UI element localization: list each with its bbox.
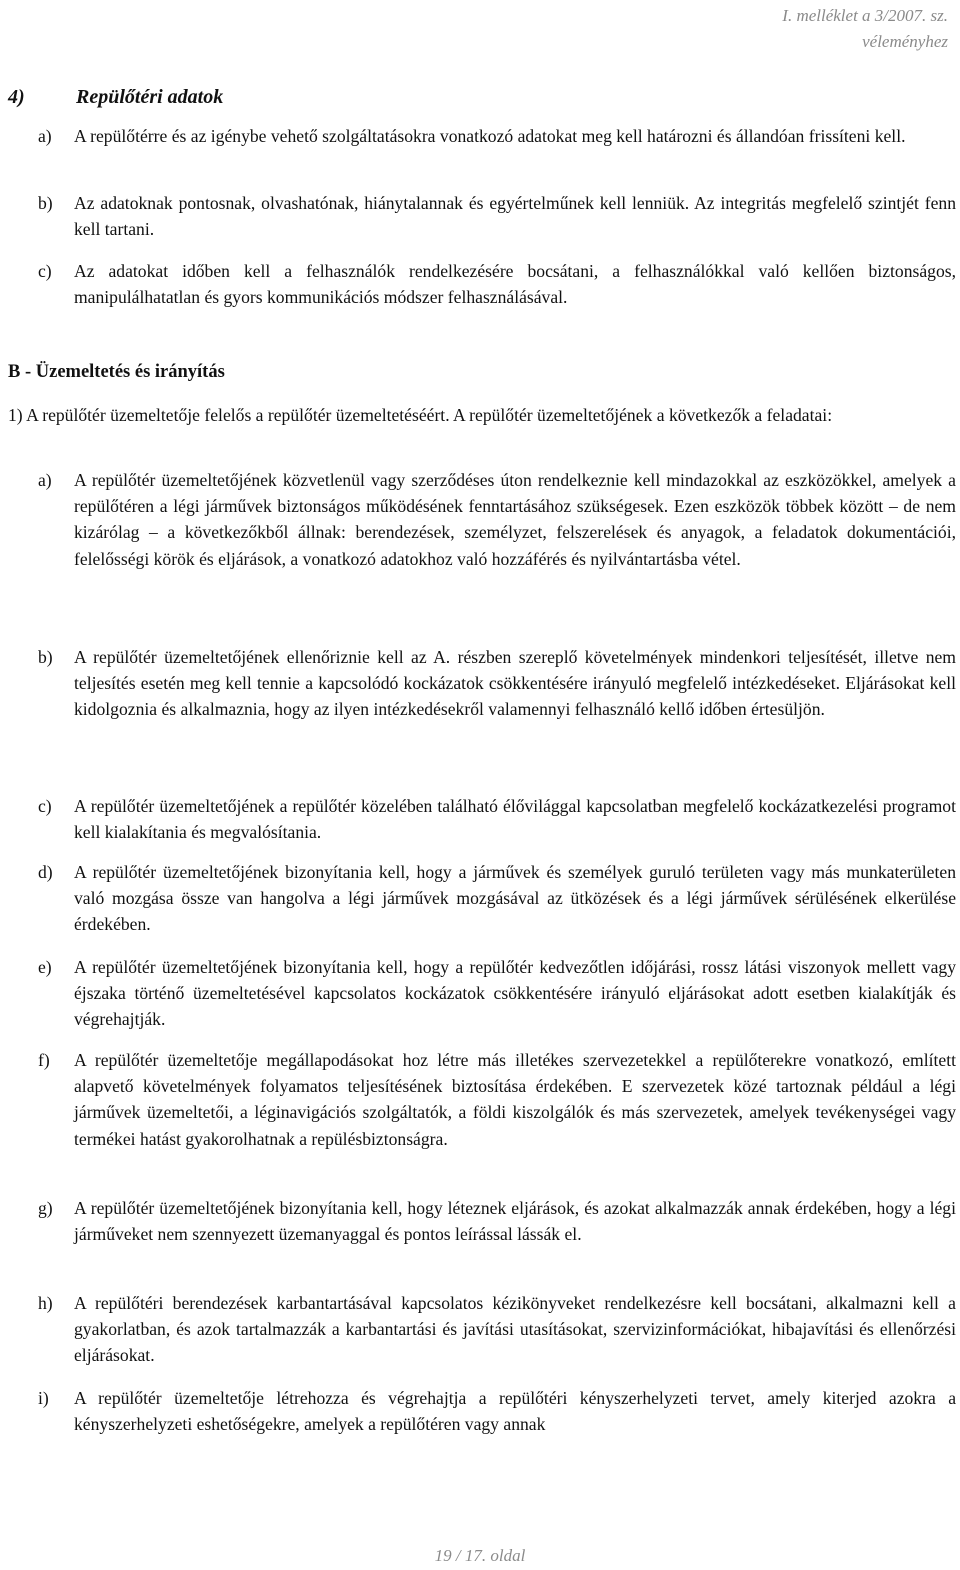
list-item — [38, 954, 956, 1033]
item-text: A repülőtérre és az igénybe vehető szolgáltatásokra vonatkozó adatokat meg kell határozni és állandóan frissíteni kell. — [74, 126, 906, 146]
item-text: A repülőtér üzemeltetőjének közvetlenül vagy szerződéses úton rendelkeznie kell mindazokkal az eszközökkel, amelyek a repülőtéren a légi járművek biztonságos működésének fenntartásához szükségesek. Ezen eszközök többek között – de nem kizárólag – a következőkből állnak: berendezések, személyzet, felszerelések és anyagok, a feladatok dokumentációi, felelősségi körök és eljárások, a vonatkozó adatokhoz való hozzáférés és nyilvántartásba vétel. — [74, 470, 956, 569]
list-item — [38, 258, 956, 310]
item-text: A repülőtér üzemeltetője létrehozza és végrehajtja a repülőtéri kényszerhelyzeti tervet, amely kiterjed azokra a kényszerhelyzeti eshetőségekre, amelyek a repülőtéren vagy annak — [74, 1388, 956, 1435]
subsection-heading: B - Üzemeltetés és irányítás — [8, 362, 225, 382]
item-label: g) — [38, 1198, 53, 1218]
item-text: Az adatokat időben kell a felhasználók rendelkezésére bocsátani, a felhasználókkal való kellően biztonságos, manipulálhatatlan és gyors kommunikációs módszer felhasználásával. — [74, 261, 956, 308]
list-item — [38, 859, 956, 938]
document-header — [782, 3, 948, 55]
item-label: a) — [38, 470, 52, 490]
item-label: c) — [38, 796, 52, 816]
item-text: Az adatoknak pontosnak, olvashatónak, hiánytalannak és egyértelműnek kell lenniük. Az integritás megfelelő szintjét fenn kell tartani. — [74, 193, 956, 240]
section-heading — [8, 86, 223, 109]
item-text: A repülőtér üzemeltetőjének a repülőtér közelében található élővilággal kapcsolatban megfelelő kockázatkezelési programot kell kialakítania és megvalósítania. — [74, 796, 956, 843]
header-line-1: I. melléklet a 3/2007. sz. — [782, 6, 948, 25]
list-item — [38, 1195, 956, 1247]
item-label: d) — [38, 862, 53, 882]
item-label: b) — [38, 193, 53, 213]
list-item — [38, 793, 956, 845]
item-text: A repülőtér üzemeltetőjének bizonyítania kell, hogy léteznek eljárások, és azokat alkalmazzák annak érdekében, hogy a légi járműveket nem szennyezett üzemanyaggal és pontos leírással lássák el. — [74, 1198, 956, 1245]
list-item — [38, 1290, 956, 1369]
item-text: A repülőtéri berendezések karbantartásával kapcsolatos kézikönyveket rendelkezésre kell bocsátani, alkalmazni kell a gyakorlatban, és azok tartalmazzák a karbantartási és javítási utasításokat, szervizinformációkat, hibajavítási és ellenőrzési eljárásokat. — [74, 1293, 956, 1366]
item-label: h) — [38, 1293, 53, 1313]
item-text: A repülőtér üzemeltetője megállapodásokat hoz létre más illetékes szervezetekkel a repülőterekre vonatkozó, említett alapvető követelmények folyamatos teljesítésének biztosítása érdekében. E szervezetek közé tartoznak például a légi járművek üzemeltetői, a léginavigációs szolgáltatók, a földi kiszolgálók és más szervezetek, amelyek tevékenységei vagy termékei hatást gyakorolhatnak a repülésbiztonságra. — [74, 1050, 956, 1149]
item-label: c) — [38, 261, 52, 281]
item-label: e) — [38, 957, 52, 977]
item-label: i) — [38, 1388, 49, 1408]
page-number: 19 / 17. oldal — [434, 1546, 526, 1565]
list-item — [38, 1047, 956, 1152]
section-title: Repülőtéri adatok — [76, 86, 224, 108]
item-label: f) — [38, 1050, 50, 1070]
item-label: b) — [38, 647, 53, 667]
item-text: A repülőtér üzemeltetőjének bizonyítania kell, hogy a járművek és személyek guruló területen vagy más munkaterületen való mozgása össze van hangolva a légi járművek mozgásával az ütközések és a légi járművek sérülésének elkerülése érdekében. — [74, 862, 956, 935]
item-label: a) — [38, 126, 52, 146]
section-number: 4) — [8, 86, 25, 108]
item-text: A repülőtér üzemeltetőjének ellenőriznie kell az A. részben szereplő követelmények mindenkori teljesítését, illetve nem teljesítés esetén meg kell tennie a kapcsolódó kockázatok csökkentésére irányuló megfelelő intézkedéseket. Eljárásokat kell kidolgoznia és alkalmaznia, hogy az ilyen intézkedésekről valamennyi felhasználó kellő időben értesüljön. — [74, 647, 956, 720]
list-item — [38, 123, 956, 149]
header-line-2: véleményhez — [862, 32, 948, 51]
intro-paragraph: 1) A repülőtér üzemeltetője felelős a repülőtér üzemeltetéséért. A repülőtér üzemeltetőjének a következők a feladatai: — [8, 405, 833, 425]
item-text: A repülőtér üzemeltetőjének bizonyítania kell, hogy a repülőtér kedvezőtlen időjárási, rossz látási viszonyok mellett vagy éjszaka történő üzemeltetésével kapcsolatos kockázatok csökkentésére irányuló eljárásokat adott esetben kialakítják és végrehajtják. — [74, 957, 956, 1030]
list-item — [38, 190, 956, 242]
list-item — [38, 467, 956, 572]
list-item — [38, 1385, 956, 1437]
list-item — [38, 644, 956, 723]
